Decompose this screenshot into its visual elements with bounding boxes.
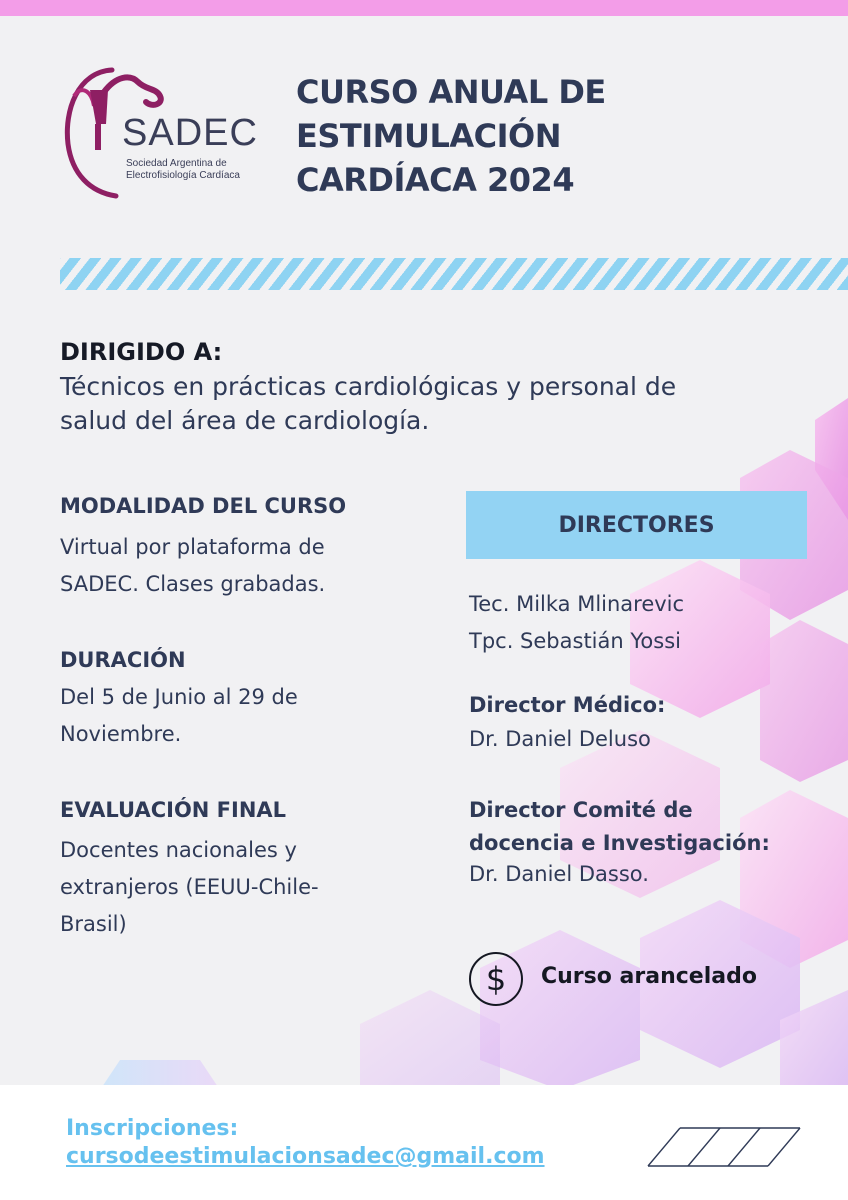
duration-heading: DURACIÓN bbox=[60, 648, 186, 672]
title-line: CARDÍACA 2024 bbox=[296, 161, 575, 199]
logo-subtitle-line: Sociedad Argentina de bbox=[126, 158, 227, 169]
duration-line: Del 5 de Junio al 29 de bbox=[60, 685, 298, 709]
logo-name: SADEC bbox=[122, 112, 258, 154]
logo-subtitle-line: Electrofisiología Cardíaca bbox=[126, 170, 240, 181]
committee-heading-line: docencia e Investigación: bbox=[469, 831, 770, 855]
diagonal-stripe-divider bbox=[60, 258, 848, 290]
registration-email-link[interactable]: cursodeestimulacionsadec@gmail.com bbox=[66, 1144, 545, 1169]
evaluation-line: extranjeros (EEUU-Chile- bbox=[60, 875, 319, 899]
registration-label: Inscripciones: bbox=[66, 1116, 239, 1141]
title-line: CURSO ANUAL DE bbox=[296, 73, 606, 111]
fee-label: Curso arancelado bbox=[541, 964, 757, 989]
medical-director-heading: Director Médico: bbox=[469, 693, 666, 717]
modality-line: SADEC. Clases grabadas. bbox=[60, 572, 326, 596]
dollar-symbol: $ bbox=[485, 960, 507, 998]
sadec-logo bbox=[60, 62, 258, 200]
committee-heading-line: Director Comité de bbox=[469, 798, 693, 822]
directors-heading: DIRECTORES bbox=[558, 512, 715, 538]
modality-text bbox=[60, 529, 325, 603]
audience-line: Técnicos en prácticas cardiológicas y personal de bbox=[60, 372, 677, 401]
committee-director-name: Dr. Daniel Dasso. bbox=[469, 862, 649, 886]
directors-heading-box bbox=[466, 491, 807, 559]
modality-heading: MODALIDAD DEL CURSO bbox=[60, 494, 347, 518]
duration-text bbox=[60, 679, 298, 753]
audience-line: salud del área de cardiología. bbox=[60, 406, 430, 435]
evaluation-text bbox=[60, 832, 319, 943]
director-name: Tec. Milka Mlinarevic bbox=[469, 592, 685, 616]
page-title bbox=[296, 70, 696, 202]
medical-director-name: Dr. Daniel Deluso bbox=[469, 727, 651, 751]
audience-heading: DIRIGIDO A: bbox=[60, 338, 223, 366]
audience-text bbox=[60, 370, 800, 438]
director-name: Tpc. Sebastián Yossi bbox=[469, 629, 681, 653]
dollar-circle-icon bbox=[469, 952, 523, 1006]
evaluation-heading: EVALUACIÓN FINAL bbox=[60, 798, 287, 822]
logo-subtitle bbox=[126, 158, 256, 182]
title-line: ESTIMULACIÓN bbox=[296, 117, 561, 155]
duration-line: Noviembre. bbox=[60, 722, 182, 746]
committee-director-heading bbox=[469, 794, 770, 860]
evaluation-line: Docentes nacionales y bbox=[60, 838, 297, 862]
modality-line: Virtual por plataforma de bbox=[60, 535, 325, 559]
slash-lines-decoration bbox=[644, 1126, 808, 1168]
evaluation-line: Brasil) bbox=[60, 912, 127, 936]
directors-names bbox=[469, 586, 684, 660]
